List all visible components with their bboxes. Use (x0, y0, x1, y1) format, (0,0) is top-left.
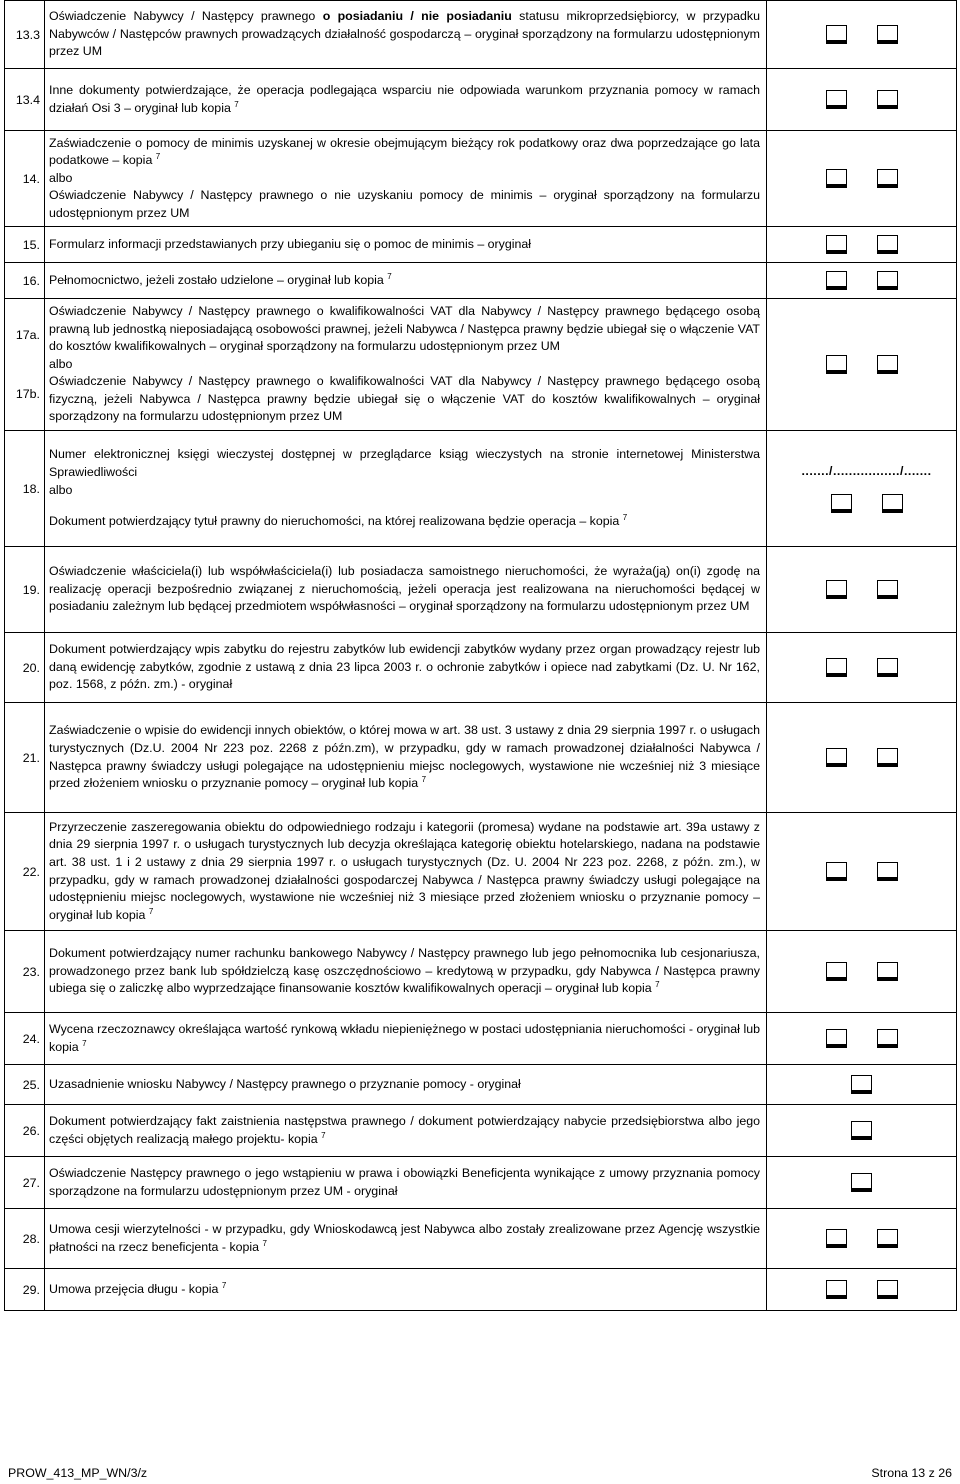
checkbox-cell (767, 1065, 957, 1105)
document-page (4, 0, 956, 1311)
checkbox-yes[interactable] (826, 1280, 847, 1299)
checkbox-cell (767, 931, 957, 1013)
checkbox-no[interactable] (877, 25, 898, 44)
checkbox-yes[interactable] (826, 658, 847, 677)
row-text: Oświadczenie Nabywcy / Następcy prawnego o kwalifikowalności VAT dla Nabywcy / Następcy prawnego będącego osobą prawną lub jednostką nieposiadającą osobowości prawnej, jeżeli Nabywca / Następca prawny będzie ubiegał się o włączenie VAT do kosztów kwalifikowalnych – oryginał sporządzony na formularzu udostępnionym przez UM albo Oświadczenie Nabywcy / Następcy prawnego o kwalifikowalności VAT dla Nabywcy / Następcy prawnego będącego osobą fizyczną, jeżeli Nabywca / Następca prawny będzie ubiegał się o włączenie VAT do kosztów kwalifikowalnych – oryginał sporządzony na formularzu udostępnionym przez UM (45, 299, 767, 431)
row-number: 23. (5, 931, 45, 1013)
table-row (5, 1065, 957, 1105)
row-number: 21. (5, 703, 45, 813)
row-number: 19. (5, 547, 45, 633)
table-row (5, 633, 957, 703)
table-row (5, 931, 957, 1013)
table-row (5, 1209, 957, 1269)
table-row (5, 1157, 957, 1209)
row-text: Oświadczenie Następcy prawnego o jego wstąpieniu w prawa i obowiązki Beneficjenta wynikające z umowy przyznania pomocy sporządzone na formularzu udostępnionym przez UM - oryginał (45, 1157, 767, 1209)
checkbox-yes[interactable] (851, 1121, 872, 1140)
checkbox-yes[interactable] (826, 862, 847, 881)
checkbox-cell (767, 1269, 957, 1311)
row-number: 25. (5, 1065, 45, 1105)
row-number: 24. (5, 1013, 45, 1065)
checkbox-no[interactable] (877, 90, 898, 109)
checkbox-yes[interactable] (831, 494, 852, 513)
checkbox-cell (767, 813, 957, 931)
checkbox-no[interactable] (877, 1029, 898, 1048)
row-text: Dokument potwierdzający numer rachunku bankowego Nabywcy / Następcy prawnego lub jego pełnomocnika lub cesjonariusza, prowadzonego przez bank lub spółdzielczą kasę oszczędnościowo – kredytową w przypadku, gdy Nabywca / Następca prawny ubiega się o zaliczkę albo wyprzedzające finansowanie kosztów kwalifikowalnych operacji – oryginał lub kopia $^7$ (45, 931, 767, 1013)
checkbox-yes[interactable] (851, 1075, 872, 1094)
row-text: Oświadczenie właściciela(i) lub współwłaściciela(i) lub posiadacza samoistnego nieruchomości, że wyraża(ją) on(i) zgodę na realizację operacji bezpośrednio związanej z nieruchomością, jeżeli operacja jest realizowana na nieruchomości będącej w posiadaniu zależnym lub będącej przedmiotem współwłasności – oryginał sporządzony na formularzu udostępnionym przez UM (45, 547, 767, 633)
checkbox-no[interactable] (877, 962, 898, 981)
table-row (5, 1105, 957, 1157)
checkbox-no[interactable] (877, 1280, 898, 1299)
checkbox-yes[interactable] (826, 271, 847, 290)
row-text: Pełnomocnictwo, jeżeli zostało udzielone – oryginał lub kopia $^7$ (45, 263, 767, 299)
row-text: Umowa przejęcia długu - kopia $^7$ (45, 1269, 767, 1311)
checkbox-yes[interactable] (826, 748, 847, 767)
row-number: 16. (5, 263, 45, 299)
table-row (5, 547, 957, 633)
land-register-number-field[interactable]: ......./................./....... (801, 464, 932, 478)
checkbox-yes[interactable] (826, 25, 847, 44)
table-row (5, 263, 957, 299)
form-code: PROW_413_MP_WN/3/z (8, 1466, 148, 1480)
checkbox-yes[interactable] (826, 355, 847, 374)
row-text: Inne dokumenty potwierdzające, że operacja podlegająca wsparciu nie odpowiada warunkom przyznania pomocy w ramach działań Osi 3 – oryginał lub kopia $^7$ (45, 69, 767, 131)
checkbox-cell (767, 131, 957, 227)
row-number: 18. (5, 431, 45, 547)
row-text: Formularz informacji przedstawianych przy ubieganiu się o pomoc de minimis – oryginał (45, 227, 767, 263)
checkbox-no[interactable] (877, 1229, 898, 1248)
table-row (5, 131, 957, 227)
checkbox-cell (767, 299, 957, 431)
row-text: Zaświadczenie o wpisie do ewidencji innych obiektów, o której mowa w art. 38 ust. 3 ustawy z dnia 29 sierpnia 1997 r. o usługach turystycznych (Dz.U. 2004 Nr 223 poz. 2268 z późn.zm), w przypadku, gdy w ramach prowadzonej działalności Nabywca / Następca prawny świadczy usługi polegające na udostępnieniu miejsc noclegowych, wystawione nie wcześniej niż 3 miesiące przed złożeniem wniosku o przyznanie pomocy – oryginał lub kopia $^7$ (45, 703, 767, 813)
row-text: Dokument potwierdzający fakt zaistnienia następstwa prawnego / dokument potwierdzający nabycie przedsiębiorstwa albo jego części objętych realizacją małego projektu- kopia $^7$ (45, 1105, 767, 1157)
row-number: 20. (5, 633, 45, 703)
row-number: 13.3 (5, 1, 45, 69)
row-number: 28. (5, 1209, 45, 1269)
row-text: Umowa cesji wierzytelności - w przypadku, gdy Wnioskodawcą jest Nabywca albo zostały zrealizowane przez Agencję wszystkie płatności na rzecz beneficjenta - kopia $^7$ (45, 1209, 767, 1269)
table-row (5, 299, 957, 431)
checkbox-yes[interactable] (826, 1029, 847, 1048)
table-row (5, 69, 957, 131)
page-footer (8, 1466, 952, 1480)
row-text: Numer elektronicznej księgi wieczystej dostępnej w przeglądarce ksiąg wieczystych na stronie internetowej Ministerstwa Sprawiedliwości albo Dokument potwierdzający tytuł prawny do nieruchomości, na której realizowana będzie operacja – kopia $^7$ (45, 431, 767, 547)
checkbox-yes[interactable] (851, 1173, 872, 1192)
row-text: Wycena rzeczoznawcy określająca wartość rynkową wkładu niepieniężnego w postaci udostępniania nieruchomości - oryginał lub kopia $^7$ (45, 1013, 767, 1065)
table-row (5, 1, 957, 69)
table-row (5, 431, 957, 547)
checkbox-cell (767, 1209, 957, 1269)
checkbox-cell (767, 703, 957, 813)
checkbox-cell (767, 633, 957, 703)
checkbox-cell (767, 263, 957, 299)
checkbox-no[interactable] (877, 748, 898, 767)
checkbox-cell (767, 1, 957, 69)
checkbox-yes[interactable] (826, 235, 847, 254)
table-row (5, 1269, 957, 1311)
table-row (5, 703, 957, 813)
table-row (5, 813, 957, 931)
checkbox-cell (767, 69, 957, 131)
row-number: 17a. 17b. (5, 299, 45, 431)
attachments-table (4, 0, 957, 1311)
checkbox-no[interactable] (877, 658, 898, 677)
checkbox-no[interactable] (877, 169, 898, 188)
checkbox-yes[interactable] (826, 580, 847, 599)
checkbox-yes[interactable] (826, 169, 847, 188)
row-text: Oświadczenie Nabywcy / Następcy prawnego o posiadaniu / nie posiadaniu statusu mikroprzedsiębiorcy, w przypadku Nabywców / Następców prawnych prowadzących działalność gospodarczą – oryginał sporządzony na formularzu udostępnionym przez UM (45, 1, 767, 69)
checkbox-no[interactable] (882, 494, 903, 513)
row-number: 14. (5, 131, 45, 227)
checkbox-yes[interactable] (826, 90, 847, 109)
checkbox-cell (767, 431, 957, 547)
checkbox-no[interactable] (877, 862, 898, 881)
row-text: Dokument potwierdzający wpis zabytku do rejestru zabytków lub ewidencji zabytków wydany przez organ prowadzący rejestr lub daną ewidencję zabytków, zgodnie z ustawą z dnia 23 lipca 2003 r. o ochronie zabytków i opiece nad zabytkami (Dz. U. Nr 162, poz. 1568, z późn. zm.) - oryginał (45, 633, 767, 703)
row-text: Przyrzeczenie zaszeregowania obiektu do odpowiedniego rodzaju i kategorii (promesa) wydane na podstawie art. 39a ustawy z dnia 29 sierpnia 1997 r. o usługach turystycznych lub decyzja określająca kategorię obiektu hotelarskiego, nadana na podstawie art. 38 ust. 1 i 2 ustawy z dnia 29 sierpnia 1997 r. o usługach turystycznych (Dz. U. 2004 Nr 223 poz. 2268, z późn. zm.), w przypadku, gdy w ramach prowadzonej działalności gospodarczej Nabywca / Następca prawny świadczy usługi polegające na udostępnieniu miejsc noclegowych, wystawione nie wcześniej niż 3 miesiące przed złożeniem wniosku o przyznanie pomocy – oryginał lub kopia $^7$ (45, 813, 767, 931)
row-number: 29. (5, 1269, 45, 1311)
checkbox-cell (767, 1013, 957, 1065)
row-number: 26. (5, 1105, 45, 1157)
checkbox-cell (767, 547, 957, 633)
row-number: 22. (5, 813, 45, 931)
page-number: Strona 13 z 26 (871, 1466, 952, 1480)
checkbox-cell (767, 227, 957, 263)
checkbox-no[interactable] (877, 271, 898, 290)
checkbox-yes[interactable] (826, 1229, 847, 1248)
table-row (5, 1013, 957, 1065)
checkbox-no[interactable] (877, 355, 898, 374)
checkbox-no[interactable] (877, 235, 898, 254)
checkbox-cell (767, 1105, 957, 1157)
checkbox-cell (767, 1157, 957, 1209)
checkbox-no[interactable] (877, 580, 898, 599)
checkbox-yes[interactable] (826, 962, 847, 981)
row-text: Uzasadnienie wniosku Nabywcy / Następcy prawnego o przyznanie pomocy - oryginał (45, 1065, 767, 1105)
row-number: 15. (5, 227, 45, 263)
row-number: 13.4 (5, 69, 45, 131)
row-number: 27. (5, 1157, 45, 1209)
row-text: Zaświadczenie o pomocy de minimis uzyskanej w okresie obejmującym bieżący rok podatkowy oraz dwa poprzedzające go lata podatkowe – kopia $^7$ albo Oświadczenie Nabywcy / Następcy prawnego o nie uzyskaniu pomocy de minimis – oryginał sporządzony na formularzu udostępnionym przez UM (45, 131, 767, 227)
table-row (5, 227, 957, 263)
